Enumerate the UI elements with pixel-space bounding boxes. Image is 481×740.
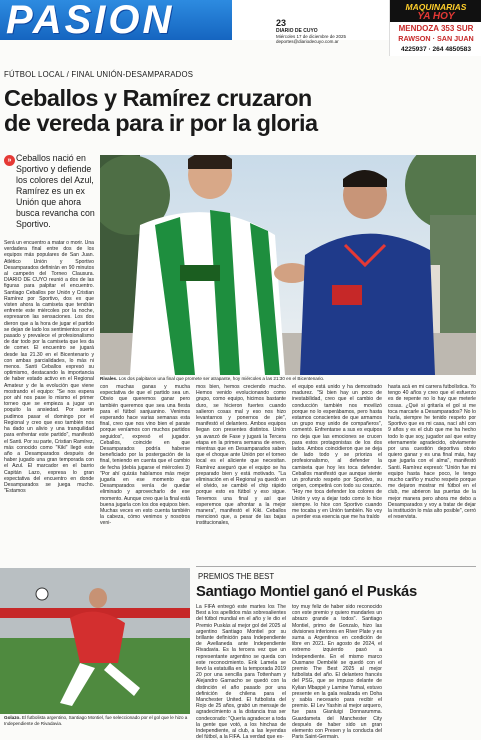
section2-label: PREMIOS THE BEST bbox=[198, 572, 275, 581]
body-column-4: el equipo está unido y ha demostrado madurez. "Si bien hay un poco de inestabilidad, creo que el cambio de conducción también nos movilizó porque no lo esperábamos, pero hasta estamos conscientes de que armamos un grupo muy unido de compañeros", comentó. Enfrentarse a sus ex equipos no deja que las emociones se crucen para estos protagonistas de los dos lados. Ambos coincidieron que se deja de lado todo y se prioriza el profesionalismo, al defender la camiseta que hoy les toca defender. Ceballos manifestó que aunque siente un profundo respeto por Sportivo, su origen, competirá con todo su corazón. "Hoy me toca defender los colores de Unión y voy a dejar todo como lo hice siempre. lo hice con Sportivo cuando me tocaba y en Unión también. No voy a perder esa esencia que me ha traído bbox=[292, 384, 382, 521]
section-divider bbox=[196, 566, 476, 567]
paper-name: DIARIO DE CUYO bbox=[276, 28, 318, 34]
body-column-3: mos bien, hemos creciendo mucho. Hemos venido evolucionando como grupo, como equipo, hicimos bastante duro, se hicieron fuertes cuando salieron cosas mal y eso nos hizo levantarnos y ponernos de pie", manifestó el delantero. Ambos equipos llegan con presentes distintos. Unión ya avanzó de Fase y jugará la Tercera etapa en la primera semana de enero, mientras que en Desamparados saben que el choque ante Unión por el torneo local es el aliciente que necesitan. Ramírez aseguró que el equipo se ha preparado bien y está motivado. "La eliminación en el Regional ya quedó en el olvido, se cambió el chip rápido porque esto es fútbol y eso sigue. Tenemos una final y así que esperemos que afrontar a la mejor manera", manifestó el Kiki. Ceballos mencionó que, a pesar de las bajas institucionales, bbox=[196, 384, 286, 527]
ad-address: MENDOZA 353 SUR bbox=[398, 24, 474, 33]
section-label: FÚTBOL LOCAL / FINAL UNIÓN-DESAMPARADOS bbox=[4, 70, 194, 79]
body-column-1: Será un encuentro a matar o morir. Una verdadera final entre dos de los equipos más populares de San Juan. Atlético Unión y Sportivo Desamparados definirán en 90 minutos al campeón del Torneo Clausura. DIARIO DE CUYO reunió a dos de las figuras para palpitar el encuentro. Santiago Ceballos por Unión y Cristian Ramírez por Sportivo, dos ex que visten ahora la camiseta que tendrán enfrente este miércoles por la noche, expresaron las sensaciones. Los dos dieron que a la hora de jugar el partido se dejan de lado los sentimientos por el pasado y prevalece el profesionalismo de dar todo por la camiseta que les da de comer. El encuentro se jugará desde las 21.30 en el Bicentenario y con ambas parcialidades, lo más ni menos. Santi Ceballos expresó su optimismo, destacando la importancia de haber estado activo en el Regional Amateur y de la evolución que viene mostrando el equipo: "Se nos espera por ahí nos pase lo mismo el primer torneo que se empieza a jugar un poquito la ansiedad. Por suerte pudimos pasar el domingo por el Regional y creo que eso también nos ha dado un alivio y una tranquilidad para enfrentar este partido", manifestó el Santi. Por su parte, Cristian Ramírez, más conocido como "Kiki" llegó este año a Desamparados después de haber jugado una gran temporada con el Azul. El marcador en el barrio Capitán Lazo, expresa lo gran expectativa del encuentro en donde Desamparados se juega mucho. "Estamos bbox=[4, 240, 94, 495]
article2-column-2: toy muy feliz de haber sido reconocido con este premio y quiero mandarles un abrazo grande a todos". Santiago Montiel, primo de Gonzalo, hizo las divisiones inferiores en River Plate y es suma a Argentinos en condición de libre en 2021. En agosto de 2024, el extremo izquierdo pasó a Independiente. En el mismo marco Ousmane Dembélé se quedó con el premio The Best 2025 al mejor futbolista del año. El delantero francés del PSG, que se impuso delante de Kylian Mbappé y Lamine Yamal, estuvo presente en la gala realizada en Doha y sabía necesario para recibir el premio. El Lev Yashin al mejor arquero, fue para Gianluigi Donnarumma. Guardameta del Manchester City después de haber sido un gran elemento con Presen y la conducta del Paris Saint-Germain. bbox=[292, 604, 382, 740]
headline-line2: de vereda para ir por la gloria bbox=[4, 110, 318, 136]
headline-line1: Ceballos y Ramírez cruzaron bbox=[4, 85, 312, 111]
page-number: 23 bbox=[276, 18, 287, 28]
contact-email[interactable]: deportes@diariodecuyo.com.ar bbox=[276, 39, 339, 44]
advertisement[interactable] bbox=[389, 0, 481, 56]
deck-marker-icon: » bbox=[4, 155, 15, 166]
photo-caption bbox=[100, 376, 476, 382]
ad-brand-line1: MAQUINARIAS bbox=[405, 2, 467, 12]
deck: Ceballos nació en Sportivo y defiende los colores del Azul, Ramírez es un ex Unión que ahora busca revancha con Sportivo. bbox=[16, 153, 95, 229]
main-photo bbox=[100, 155, 476, 375]
logo-block bbox=[0, 0, 232, 40]
issue-date: Miércoles 17 de diciembre de 2025 bbox=[276, 34, 347, 39]
ad-location: RAWSON · SAN JUAN bbox=[398, 34, 474, 43]
caption-text: Los dos palpitaron una final que promete ser atrapante, hoy miércoles a las 21:30 en el Bicentenario. bbox=[117, 376, 325, 381]
section-logo: PASION bbox=[6, 0, 175, 40]
body-column-5: hasta acá en mi carrera futbolística. Yo tengo 40 años y creo que el esfuerzo es de repente no lo hay que meterle cosas. ¿Qué si gritaría el gol si me toca marcarle a Desamparados? No lo haría, siempre he tenido respeto por Sportivo que es mi casa, nací ahí con 9 años y es el club que me ha hecho todo lo que soy, jugador así que estoy eternamente agradecido, obviamente por una cuestión deportiva obvio quiero ganar y es una final más, hay que jugarla con el alma", manifestó Santi. Ramírez expresó: "Unión fue mi equipo hasta hace poco, le tengo mucho cariño y mucho respeto porque me dejaron mostrar mi fútbol en el club, me abrieron las puertas de la mejor manera pero ahora me debo a Desamparados y voy a tratar de dejar la institución lo más alto posible", cerró el reservista. bbox=[388, 384, 476, 521]
caption-lead: Rivales. bbox=[100, 376, 118, 381]
body-column-2: con muchas ganas y mucha expectativa de que el partido sea un. Obvio que queremos ganar pero también queremos que sea una fiesta para el fútbol sanjuanino. Venimos esperando hace varias semanas esta final, creo que nos vino bien el parate porque veníamos con muchos partidos seguidos", expresó el jugador. Ceballos, coincide en que Desamparados podría haberse beneficiado por la postergación de la final, teniendo en cuenta que el cambio de fecha (debía jugarse el miércoles 3) "Por ahí quizás habíamos más mejor jugarla en ese momento que Desamparados venía de quedar eliminado y aprovecharlo de ese momento. Aunque creo que la final está buena jugarla con los dos equipos bien. Muchas veces en esto cuenta también la cabeza, cómo venimos y nosotros veni- bbox=[100, 384, 190, 527]
secondary-photo bbox=[0, 568, 190, 714]
photo2-caption bbox=[4, 715, 190, 727]
caption2-text: El futbolista argentino, Santiago Montiel, fue seleccionado por el gol que le hizo a Independiente de Rivadavia. bbox=[4, 715, 188, 726]
headline2: Santiago Montiel ganó el Puskás bbox=[196, 584, 417, 600]
caption2-lead: Golazo. bbox=[4, 715, 21, 720]
goal-photo bbox=[0, 568, 190, 714]
ad-phone: 4225937 · 264 4850583 bbox=[400, 46, 472, 53]
ad-brand-line2: YA HOY bbox=[417, 11, 455, 22]
headline bbox=[4, 86, 481, 136]
article2-column-1: La FIFA entregó este martes los The Best a los apellidos más sobresalientes del fútbol mundial en el año y le dio el Premio Puskás al mejor gol del 2025 al argentino Santiago Montiel por su brillante definición para Independiente de Avellaneda ante Independiente Rivadavia. Es la tercera vez que un representante argentino se queda con este reconocimiento. Erik Lamela se llevó la estatuilla en la temporada 2019 20 por una sencilla para Tottenham y Alejandro Garnacho se quedó con la distinción el año pasado por una definición de chilena para el Manchester United. El futbolista del Rojo de 25 años, grabó un mensaje de agradecimiento a la distancia tras ser condecorado: "Quería agradecer a toda la gente que votó, a los hinchas de Independiente, al club, a las leyendas del fútbol, a la FIFA. La verdad que es- bbox=[196, 604, 286, 740]
players-photo bbox=[100, 155, 476, 375]
